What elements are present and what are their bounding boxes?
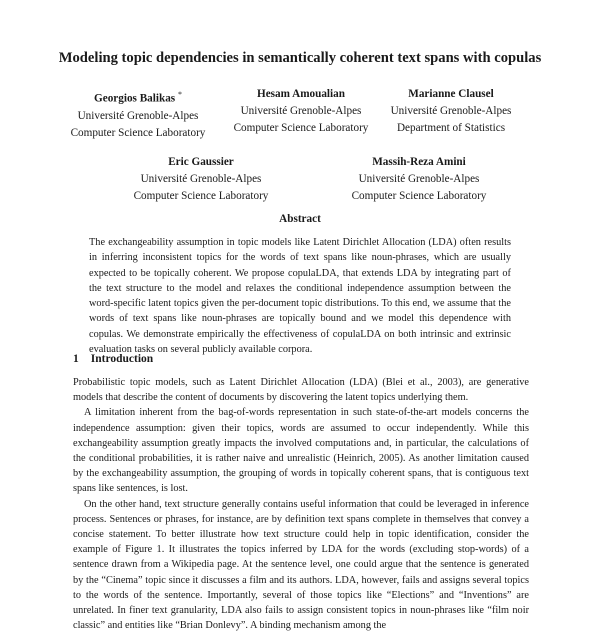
paragraph: Probabilistic topic models, such as Latent Dirichlet Allocation (LDA) (Blei et al., 2003), are generative models that describe the content of documents by discovering the latent topics underlying them. — [73, 377, 529, 404]
paragraph: A limitation inherent from the bag-of-words representation in such state-of-the-art models concerns the independence assumption: given their topics, words are assumed to occur independently. While this exchangeability assumption greatly impacts the involved computations and, in particular, the calculations of the conditional probabilities, it is rather naive and unrealistic (Heinrich, 2005). As another limitation caused by the exchangeability assumption, the grouping of words in topically coherent spans, that is contiguous text spans like sentences, is lost. — [73, 407, 529, 495]
author-block-1 — [48, 86, 228, 142]
author-name: Massih-Reza Amini — [372, 156, 466, 168]
section-body — [73, 375, 529, 633]
author-name: Hesam Amoualian — [257, 88, 345, 100]
author-department: Computer Science Laboratory — [70, 126, 206, 139]
paper-title: Modeling topic dependencies in semantically coherent text spans with copulas — [58, 50, 542, 66]
footnote-mark: * — [177, 90, 182, 99]
section-heading — [73, 353, 153, 365]
author-affiliation: Université Grenoble-Alpes — [77, 109, 199, 122]
author-department: Computer Science Laboratory — [233, 122, 369, 134]
abstract-text: The exchangeability assumption in topic models like Latent Dirichlet Allocation (LDA) often results in inferring inconsistent topics for the words of text spans like noun-phrases, which are usually expected to be topically coherent. We propose copulaLDA, that extends LDA by integrating part of the text structure to the model and relaxes the conditional independence assumption between the word-specific latent topics given the per-document topic distributions. To this end, we assume that the words of text spans like noun-phrases are topically bound and we model this dependence with copulas. We demonstrate empirically the effectiveness of copulaLDA on both intrinsic and extrinsic evaluation tasks on several publicly available corpora. — [89, 237, 511, 356]
author-affiliation: Université Grenoble-Alpes — [140, 173, 262, 185]
section-title: Introduction — [90, 353, 154, 365]
author-affiliation: Université Grenoble-Alpes — [390, 105, 512, 117]
author-block-3 — [361, 86, 541, 137]
author-name: Eric Gaussier — [168, 156, 234, 168]
author-affiliation: Université Grenoble-Alpes — [358, 173, 480, 185]
paragraph: On the other hand, text structure generally contains useful information that could be leveraged in inference process. Sentences or phrases, for instance, are by definition text spans complete in themselves that convey a concise statement. To better illustrate how text structure could help in topic identification, consider the example of Figure 1. It illustrates the topics inferred by LDA for the words (excluding stop-words) of a sentence drawn from a Wikipedia page. At the sentence level, one could argue that the sentence is generated by the “Cinema” topic since it discusses a film and its authors. LDA, however, fails and assigns several topics to the words of the sentence. Importantly, several of those topics like “Elections” and “Inventions” are unrelated. In finer text granularity, LDA also fails to assign consistent topics in noun-phrases like “film noir classic” and entities like “Brian Donlevy”. A binding mechanism among the — [73, 498, 529, 632]
author-affiliation: Université Grenoble-Alpes — [240, 105, 362, 117]
author-block-5 — [324, 154, 514, 205]
author-name: Georgios Balikas * — [94, 90, 182, 105]
author-department: Department of Statistics — [396, 122, 506, 134]
section-number: 1 — [73, 353, 79, 365]
author-department: Computer Science Laboratory — [133, 190, 269, 202]
author-block-4 — [111, 154, 291, 205]
author-department: Computer Science Laboratory — [351, 190, 487, 202]
abstract-heading: Abstract — [279, 213, 321, 225]
author-name: Marianne Clausel — [408, 88, 494, 100]
